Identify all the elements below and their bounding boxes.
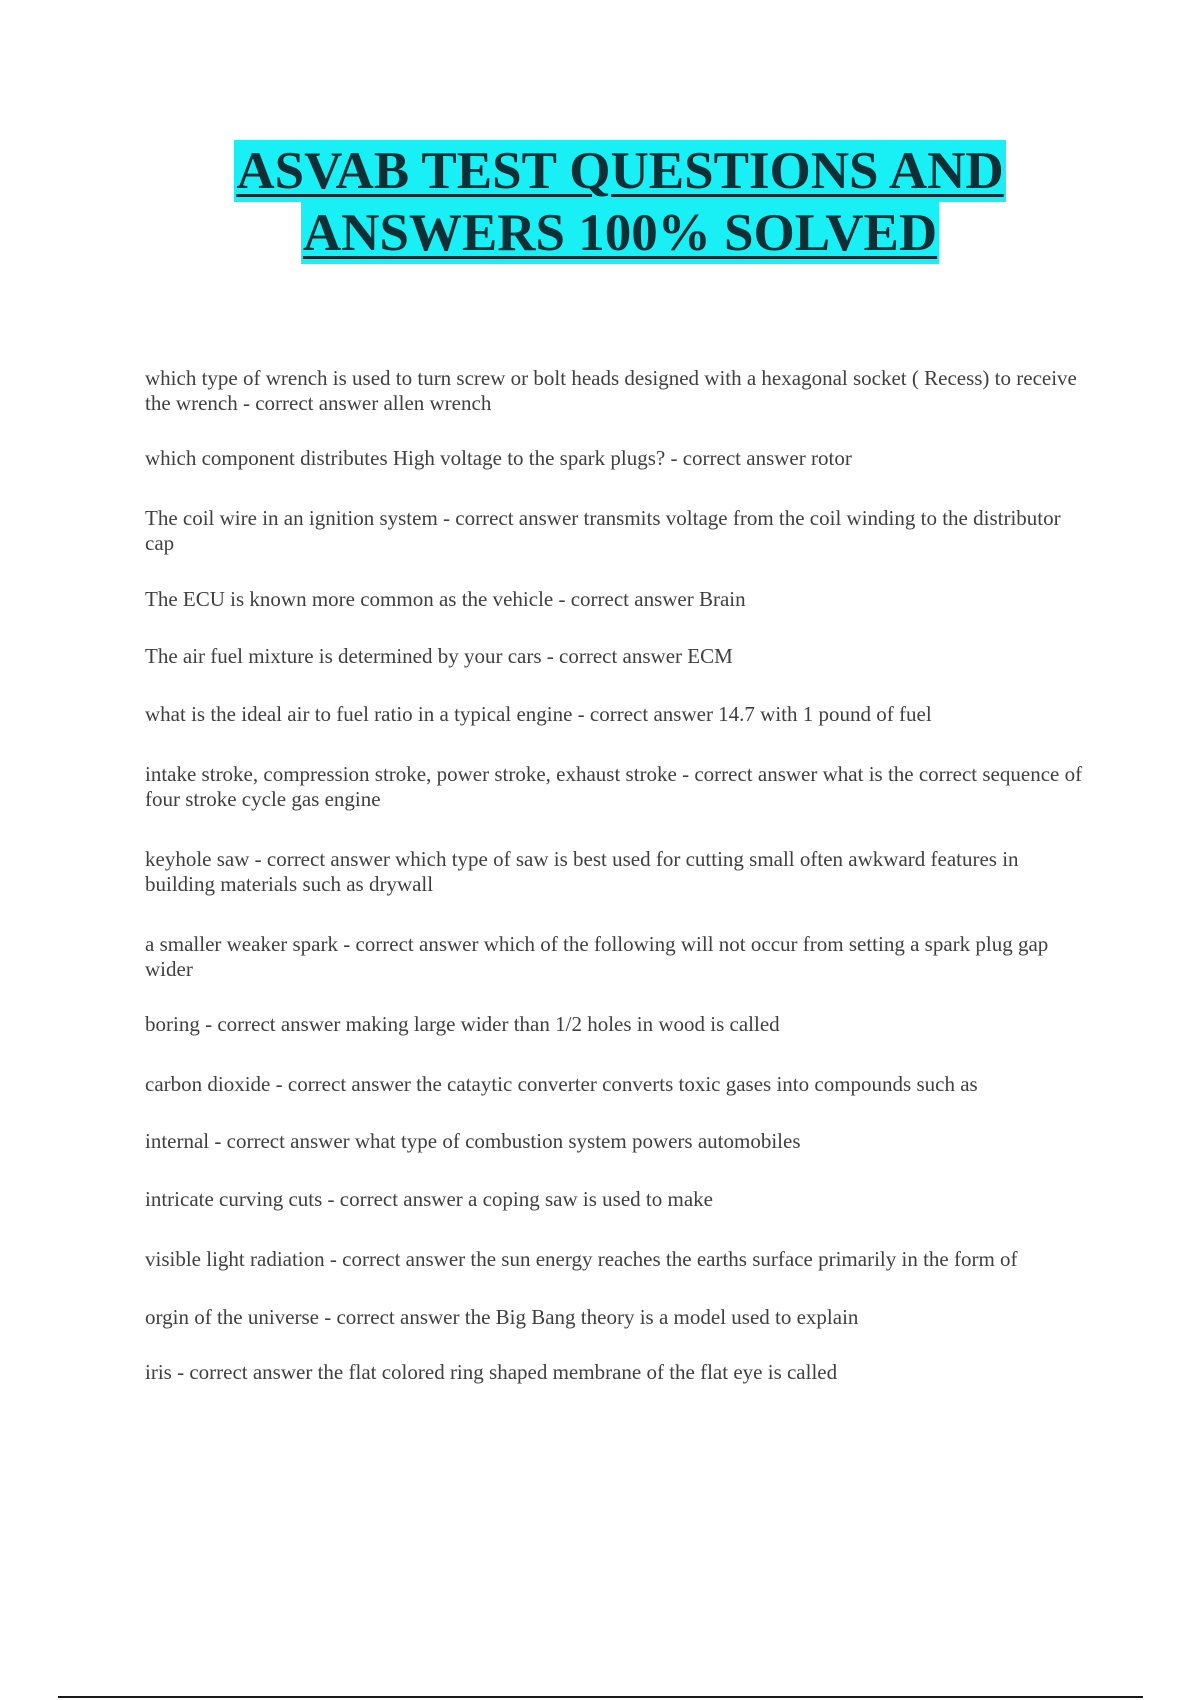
qa-item: boring - correct answer making large wider than 1/2 holes in wood is called xyxy=(145,1012,780,1036)
qa-item: orgin of the universe - correct answer the Big Bang theory is a model used to explain xyxy=(145,1305,859,1329)
qa-item: keyhole saw - correct answer which type of saw is best used for cutting small often awkward features in building materials such as drywall xyxy=(145,847,1019,896)
qa-item: The air fuel mixture is determined by your cars - correct answer ECM xyxy=(145,644,733,668)
document-title xyxy=(0,140,1200,264)
qa-item: intake stroke, compression stroke, power stroke, exhaust stroke - correct answer what is the correct sequence of four stroke cycle gas engine xyxy=(145,762,1083,811)
title-line-2: ANSWERS 100% SOLVED xyxy=(302,204,938,262)
qa-item: which type of wrench is used to turn screw or bolt heads designed with a hexagonal socket ( Recess) to receive the wrench - correct answer allen wrench xyxy=(145,366,1077,415)
qa-item: The ECU is known more common as the vehicle - correct answer Brain xyxy=(145,587,746,611)
qa-item: which component distributes High voltage to the spark plugs? - correct answer rotor xyxy=(145,446,852,470)
qa-item: what is the ideal air to fuel ratio in a typical engine - correct answer 14.7 with 1 pound of fuel xyxy=(145,702,932,726)
qa-item: visible light radiation - correct answer the sun energy reaches the earths surface primarily in the form of xyxy=(145,1247,1018,1271)
qa-item: a smaller weaker spark - correct answer which of the following will not occur from setting a spark plug gap wider xyxy=(145,932,1049,981)
qa-list xyxy=(145,366,1085,1385)
qa-item: The coil wire in an ignition system - correct answer transmits voltage from the coil winding to the distributor cap xyxy=(145,506,1061,555)
qa-item: carbon dioxide - correct answer the cataytic converter converts toxic gases into compounds such as xyxy=(145,1072,978,1096)
qa-item: intricate curving cuts - correct answer a coping saw is used to make xyxy=(145,1187,713,1211)
qa-item: iris - correct answer the flat colored ring shaped membrane of the flat eye is called xyxy=(145,1360,838,1384)
footer-divider xyxy=(58,1696,1143,1698)
title-line-1: ASVAB TEST QUESTIONS AND xyxy=(236,142,1004,200)
qa-item: internal - correct answer what type of combustion system powers automobiles xyxy=(145,1129,801,1153)
